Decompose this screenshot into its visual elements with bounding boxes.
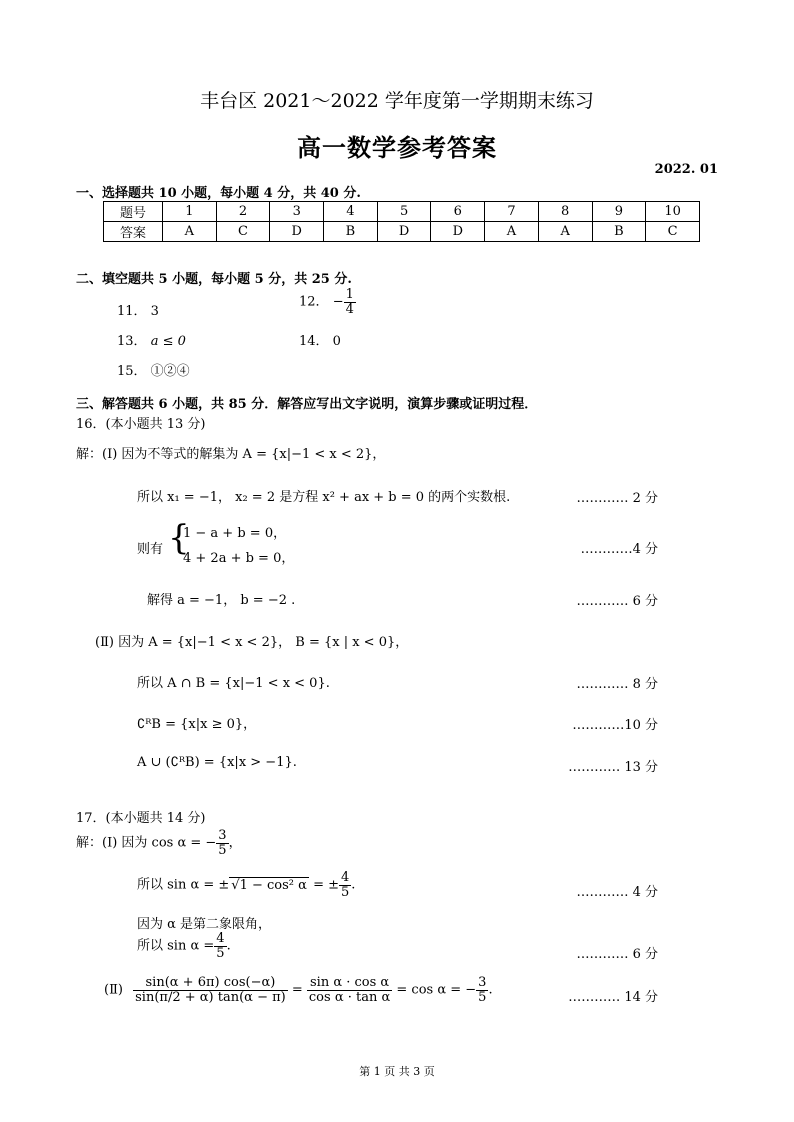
fraction-numerator: sin(α + 6π) cos(−α): [133, 976, 288, 991]
q17-line5-label: (Ⅱ): [104, 982, 123, 998]
answer-q12: [299, 288, 356, 316]
answer-cell: D: [270, 222, 324, 242]
q13-label: 13．: [117, 334, 147, 349]
answer-cell: B: [592, 222, 646, 242]
q16-score-4: …………4 分: [580, 542, 658, 557]
fraction-denominator: 5: [478, 989, 487, 1005]
answer-table: [103, 201, 700, 242]
q16-line5: (Ⅱ) 因为 A = {x|−1 < x < 2}， B = {x | x < 0}，: [95, 635, 409, 650]
q17-line5-result: = cos α = −: [396, 982, 477, 998]
question-number-cell: 2: [216, 202, 270, 222]
q16-score-13: ………… 13 分: [568, 760, 658, 775]
q17-line3: 因为 α 是第二象限角，: [137, 917, 272, 932]
question-number-cell: 4: [324, 202, 378, 222]
q17-score-6: ………… 6 分: [576, 947, 658, 962]
q17-line2: [137, 871, 355, 899]
fraction-denominator: cos α · tan α: [308, 989, 391, 1005]
fraction-denominator: sin(π/2 + α) tan(α − π): [135, 989, 286, 1005]
q17-line5-fraction1: [133, 976, 288, 1004]
q17-line1-fraction: [216, 829, 228, 857]
question-number-cell: 10: [646, 202, 700, 222]
q17-line2-fraction: [339, 871, 351, 899]
table-header-cell: 答案: [104, 222, 163, 242]
fraction-numerator: 3: [478, 975, 487, 990]
q17-line5-fraction2: [307, 976, 392, 1004]
question-number-cell: 8: [538, 202, 592, 222]
q16-equation1: 1 − a + b = 0，: [183, 526, 287, 541]
q12-sign: −: [332, 294, 344, 310]
fraction-numerator: sin α · cos α: [307, 976, 392, 991]
answer-cell: D: [431, 222, 485, 242]
section2-heading: 二、填空题共 5 小题，每小题 5 分，共 25 分.: [76, 272, 352, 287]
fraction-denominator: 5: [341, 884, 350, 900]
q17-line1: [76, 829, 242, 857]
answer-cell: C: [216, 222, 270, 242]
system-brace-icon: {: [168, 518, 190, 558]
q16-score-6: ………… 6 分: [576, 594, 658, 609]
sqrt-radicand: 1 − cos² α: [239, 877, 307, 893]
question-number-cell: 1: [163, 202, 217, 222]
answer-q11: 11． 3: [117, 304, 159, 319]
q16-title: 16．(本小题共 13 分): [76, 417, 206, 432]
question-number-cell: 7: [485, 202, 539, 222]
answer-cell: A: [485, 222, 539, 242]
document-date: 2022. 01: [654, 162, 718, 177]
q16-line1: 解：(Ⅰ) 因为不等式的解集为 A = {x|−1 < x < 2}，: [76, 447, 386, 462]
q17-line1-text: 解：(Ⅰ) 因为 cos α = −: [76, 835, 217, 851]
equals-sign: =: [291, 982, 303, 998]
q17-line4-text: 所以 sin α =: [137, 938, 215, 954]
q16-line8: A ∪ (∁ᴿB) = {x|x > −1}.: [137, 755, 297, 770]
answer-cell: A: [538, 222, 592, 242]
fraction-numerator: 4: [216, 931, 225, 946]
page-footer: 第 1 页 共 3 页: [359, 1065, 435, 1078]
fraction-numerator: 3: [218, 828, 227, 843]
q17-score-14: ………… 14 分: [568, 990, 658, 1005]
section1-heading: 一、选择题共 10 小题，每小题 4 分，共 40 分.: [76, 186, 361, 201]
answer-table-number-row: [104, 202, 700, 222]
answer-q14: 14． 0: [299, 334, 341, 349]
q16-line3-label: 则有: [137, 542, 164, 557]
q17-title: 17．(本小题共 14 分): [76, 811, 206, 826]
q16-score-2: ………… 2 分: [576, 491, 658, 506]
question-number-cell: 5: [377, 202, 431, 222]
question-number-cell: 9: [592, 202, 646, 222]
q17-line2-end: .: [351, 877, 356, 893]
answer-cell: B: [324, 222, 378, 242]
question-number-cell: 6: [431, 202, 485, 222]
document-subtitle: 高一数学参考答案: [297, 133, 497, 162]
answer-table-answer-row: [104, 222, 700, 242]
q17-line5: [104, 976, 493, 1004]
q17-line5-end: .: [488, 982, 493, 998]
question-number-cell: 3: [270, 202, 324, 222]
q16-score-10: …………10 分: [572, 718, 658, 733]
q16-score-8: ………… 8 分: [576, 677, 658, 692]
q13-answer: a ≤ 0: [150, 334, 186, 349]
q16-line2: 所以 x₁ = −1， x₂ = 2 是方程 x² + ax + b = 0 的两个实数根.: [137, 490, 511, 505]
answer-cell: C: [646, 222, 700, 242]
fraction-denominator: 5: [216, 945, 225, 961]
q17-line2-mid: = ±: [308, 877, 339, 893]
q17-line5-fraction3: [476, 976, 488, 1004]
q17-score-4: ………… 4 分: [576, 885, 658, 900]
q17-line4-end: .: [226, 938, 231, 954]
document-title: 丰台区 2021～2022 学年度第一学期期末练习: [200, 90, 594, 112]
answer-q15: 15． ①②④: [117, 364, 190, 379]
q17-line4: [137, 932, 231, 960]
fraction-numerator: 4: [341, 870, 350, 885]
q17-line4-fraction: [214, 932, 226, 960]
q12-label: 12．: [299, 294, 329, 310]
answer-q13: [117, 330, 186, 349]
q16-equation2: 4 + 2a + b = 0，: [183, 551, 295, 566]
sqrt-expression: √1 − cos² α: [231, 877, 307, 893]
q16-line7: ∁ᴿB = {x|x ≥ 0}，: [137, 717, 257, 732]
q12-fraction: [344, 288, 356, 316]
answer-cell: A: [163, 222, 217, 242]
q17-line2-text: 所以 sin α = ±: [137, 877, 230, 893]
table-header-cell: 题号: [104, 202, 163, 222]
q12-denominator: 4: [345, 301, 354, 317]
q12-numerator: 1: [345, 287, 354, 302]
section3-heading: 三、解答题共 6 小题，共 85 分．解答应写出文字说明，演算步骤或证明过程．: [76, 397, 538, 412]
answer-cell: D: [377, 222, 431, 242]
q16-line4: 解得 a = −1， b = −2 .: [147, 593, 296, 608]
fraction-denominator: 5: [218, 842, 227, 858]
q16-line6: 所以 A ∩ B = {x|−1 < x < 0}.: [137, 676, 330, 691]
q17-line1-end: ，: [228, 835, 242, 851]
